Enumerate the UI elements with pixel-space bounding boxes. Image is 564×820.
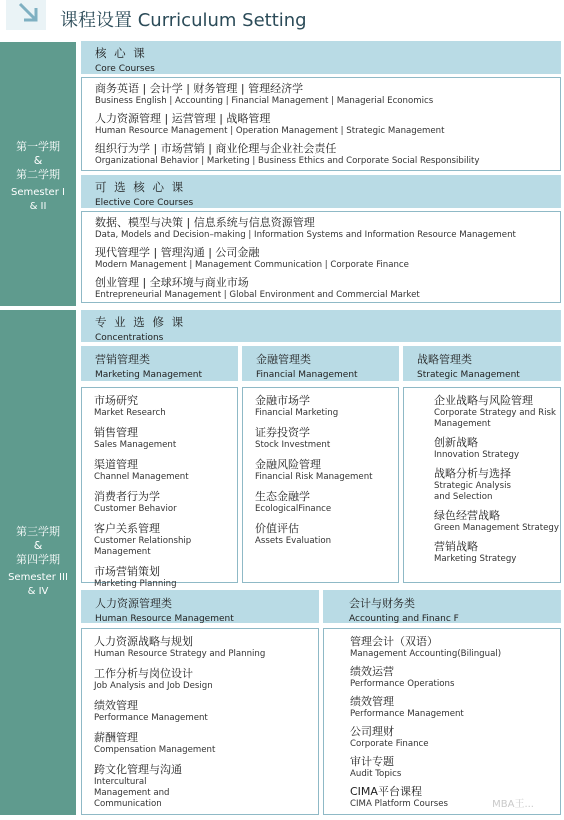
list-item-zh: 消费者行为学 <box>94 490 160 503</box>
list-item <box>255 458 398 483</box>
list-item <box>255 522 398 547</box>
list-item-en: Performance Management <box>350 709 464 719</box>
list-item-zh: 生态金融学 <box>255 490 310 503</box>
acct-en: Accounting and Financ F <box>349 614 459 624</box>
list-item-zh: 市场营销策划 <box>94 565 160 578</box>
core-row <box>95 112 560 137</box>
semester-3-4-label <box>0 310 76 815</box>
accounting-box <box>323 628 561 815</box>
list-item <box>94 394 233 419</box>
list-item-zh: 金融市场学 <box>255 394 310 407</box>
list-item <box>434 394 560 430</box>
list-item-en: Customer Relationship Management <box>94 536 192 557</box>
elective-zh: 可 选 核 心 课 <box>95 180 186 194</box>
list-item-zh: 工作分析与岗位设计 <box>94 667 193 680</box>
list-item <box>255 426 398 451</box>
concentrations-zh: 专 业 选 修 课 <box>95 315 186 329</box>
list-item-zh: 绿色经营战略 <box>434 509 500 522</box>
list-item-zh: 价值评估 <box>255 522 299 535</box>
list-item-en: Performance Operations <box>350 679 455 689</box>
list-item <box>255 394 398 419</box>
list-item <box>94 763 318 810</box>
sem2-zh2: 第四学期 <box>16 553 60 566</box>
list-item-en: CIMA Platform Courses <box>350 799 449 809</box>
acct-zh: 会计与财务类 <box>349 597 415 610</box>
core-courses-box <box>81 77 561 171</box>
list-item-zh: 企业战略与风险管理 <box>434 394 533 407</box>
watermark: MBA王... <box>492 799 534 810</box>
list-item-zh: 跨文化管理与沟通 <box>94 763 182 776</box>
arrow-decoration-icon <box>6 0 46 30</box>
strategy-zh: 战略管理类 <box>417 353 472 366</box>
list-item-zh: 绩效运营 <box>350 665 394 678</box>
list-item <box>434 540 560 565</box>
list-item-zh: CIMA平台课程 <box>350 785 422 798</box>
list-item-en: Sales Management <box>94 440 177 450</box>
sem1-amp: & <box>33 154 43 167</box>
list-item-en: Assets Evaluation <box>255 536 332 546</box>
marketing-header <box>81 346 238 381</box>
list-item-en: Strategic Analysis and Selection <box>434 481 511 502</box>
strategy-en: Strategic Management <box>417 370 520 380</box>
list-item-en: Financial Marketing <box>255 408 339 418</box>
list-item-zh: 客户关系管理 <box>94 522 160 535</box>
strategy-header <box>403 346 561 381</box>
list-item-zh: 证券投资学 <box>255 426 310 439</box>
sem1-en2: & II <box>29 201 47 212</box>
elective-row-en: Entrepreneurial Management | Global Environment and Commercial Market <box>95 290 420 300</box>
elective-row-zh: 创业管理 | 全球环境与商业市场 <box>95 276 249 289</box>
finance-zh: 金融管理类 <box>256 353 311 366</box>
core-zh: 核 心 课 <box>95 46 147 60</box>
list-item <box>94 490 233 515</box>
list-item <box>255 490 398 515</box>
list-item <box>434 509 560 534</box>
elective-row-zh: 现代管理学 | 管理沟通 | 公司金融 <box>95 246 260 259</box>
sem2-en2: & IV <box>27 586 49 597</box>
list-item-en: Customer Behavior <box>94 504 177 514</box>
list-item <box>350 755 560 780</box>
accounting-header <box>323 590 561 623</box>
sem2-zh1: 第三学期 <box>16 525 60 538</box>
core-en: Core Courses <box>95 64 155 74</box>
list-item <box>94 731 318 756</box>
hr-header <box>81 590 319 623</box>
list-item-en: Compensation Management <box>94 745 216 755</box>
list-item <box>350 725 560 750</box>
list-item <box>94 635 318 660</box>
concentrations-en: Concentrations <box>95 333 164 343</box>
list-item <box>94 522 233 558</box>
finance-header <box>242 346 399 381</box>
finance-en: Financial Management <box>256 370 358 380</box>
semester-1-2-label <box>0 42 76 306</box>
list-item-en: Corporate Strategy and Risk Management <box>434 408 556 429</box>
core-row-en: Organizational Behavior | Marketing | Business Ethics and Corporate Social Responsibility <box>95 156 480 166</box>
core-row-zh: 组织行为学 | 市场营销 | 商业伦理与企业社会责任 <box>95 142 337 155</box>
list-item-zh: 人力资源战略与规划 <box>94 635 193 648</box>
strategy-box <box>403 387 561 583</box>
sem1-zh2: 第二学期 <box>16 168 60 181</box>
elective-core-box <box>81 211 561 303</box>
list-item-en: Performance Management <box>94 713 208 723</box>
list-item <box>94 699 318 724</box>
list-item <box>94 667 318 692</box>
elective-row <box>95 246 560 271</box>
list-item-en: Human Resource Strategy and Planning <box>94 649 266 659</box>
list-item <box>94 458 233 483</box>
list-item <box>350 635 560 660</box>
list-item-en: Stock Investment <box>255 440 331 450</box>
elective-row-en: Modern Management | Management Communication | Corporate Finance <box>95 260 409 270</box>
list-item <box>94 426 233 451</box>
list-item-zh: 审计专题 <box>350 755 394 768</box>
list-item-en: Channel Management <box>94 472 189 482</box>
core-row <box>95 82 560 107</box>
list-item-zh: 营销战略 <box>434 540 478 553</box>
sem2-en1: Semester III <box>8 572 68 583</box>
list-item-en: Market Research <box>94 408 166 418</box>
core-row-zh: 人力资源管理 | 运营管理 | 战略管理 <box>95 112 271 125</box>
list-item-zh: 薪酬管理 <box>94 731 138 744</box>
list-item-zh: 公司理财 <box>350 725 394 738</box>
list-item-zh: 战略分析与选择 <box>434 467 511 480</box>
list-item-en: EcologicalFinance <box>255 504 332 514</box>
list-item-en: Corporate Finance <box>350 739 429 749</box>
elective-row <box>95 276 560 301</box>
list-item-en: Financial Risk Management <box>255 472 373 482</box>
list-item-en: Marketing Planning <box>94 579 177 589</box>
list-item-en: Innovation Strategy <box>434 450 520 460</box>
elective-row-en: Data, Models and Decision–making | Information Systems and Information Resource Management <box>95 230 516 240</box>
finance-box <box>242 387 399 583</box>
marketing-en: Marketing Management <box>95 370 203 380</box>
sem2-amp: & <box>33 539 43 552</box>
list-item-en: Intercultural Management and Communication <box>94 777 170 809</box>
list-item-zh: 销售管理 <box>94 426 138 439</box>
list-item-zh: 市场研究 <box>94 394 138 407</box>
elective-en: Elective Core Courses <box>95 198 194 208</box>
core-row <box>95 142 560 167</box>
list-item <box>350 665 560 690</box>
list-item-zh: 绩效管理 <box>94 699 138 712</box>
hr-box <box>81 628 319 815</box>
elective-row <box>95 216 560 241</box>
list-item-zh: 管理会计（双语） <box>350 635 438 648</box>
hr-en: Human Resource Management <box>95 614 234 624</box>
list-item-en: Marketing Strategy <box>434 554 517 564</box>
core-row-en: Business English | Accounting | Financial Management | Managerial Economics <box>95 96 434 106</box>
list-item-en: Job Analysis and Job Design <box>94 681 213 691</box>
core-courses-header <box>81 41 561 74</box>
sem1-zh1: 第一学期 <box>16 140 60 153</box>
list-item-zh: 金融风险管理 <box>255 458 321 471</box>
marketing-zh: 营销管理类 <box>95 353 150 366</box>
elective-row-zh: 数据、模型与决策 | 信息系统与信息资源管理 <box>95 216 315 229</box>
hr-zh: 人力资源管理类 <box>95 597 172 610</box>
elective-core-header <box>81 175 561 208</box>
list-item-zh: 创新战略 <box>434 436 478 449</box>
concentrations-header <box>81 310 561 342</box>
page-title: 课程设置 Curriculum Setting <box>60 10 307 31</box>
list-item-en: Audit Topics <box>350 769 402 779</box>
sem1-en1: Semester I <box>11 187 65 198</box>
list-item-zh: 渠道管理 <box>94 458 138 471</box>
list-item <box>434 436 560 461</box>
list-item <box>350 695 560 720</box>
core-row-en: Human Resource Management | Operation Management | Strategic Management <box>95 126 445 136</box>
list-item <box>94 565 233 590</box>
list-item-en: Management Accounting(Bilingual) <box>350 649 502 659</box>
list-item <box>434 467 560 503</box>
core-row-zh: 商务英语 | 会计学 | 财务管理 | 管理经济学 <box>95 82 304 95</box>
list-item-zh: 绩效管理 <box>350 695 394 708</box>
list-item-en: Green Management Strategy <box>434 523 559 533</box>
marketing-box <box>81 387 238 589</box>
